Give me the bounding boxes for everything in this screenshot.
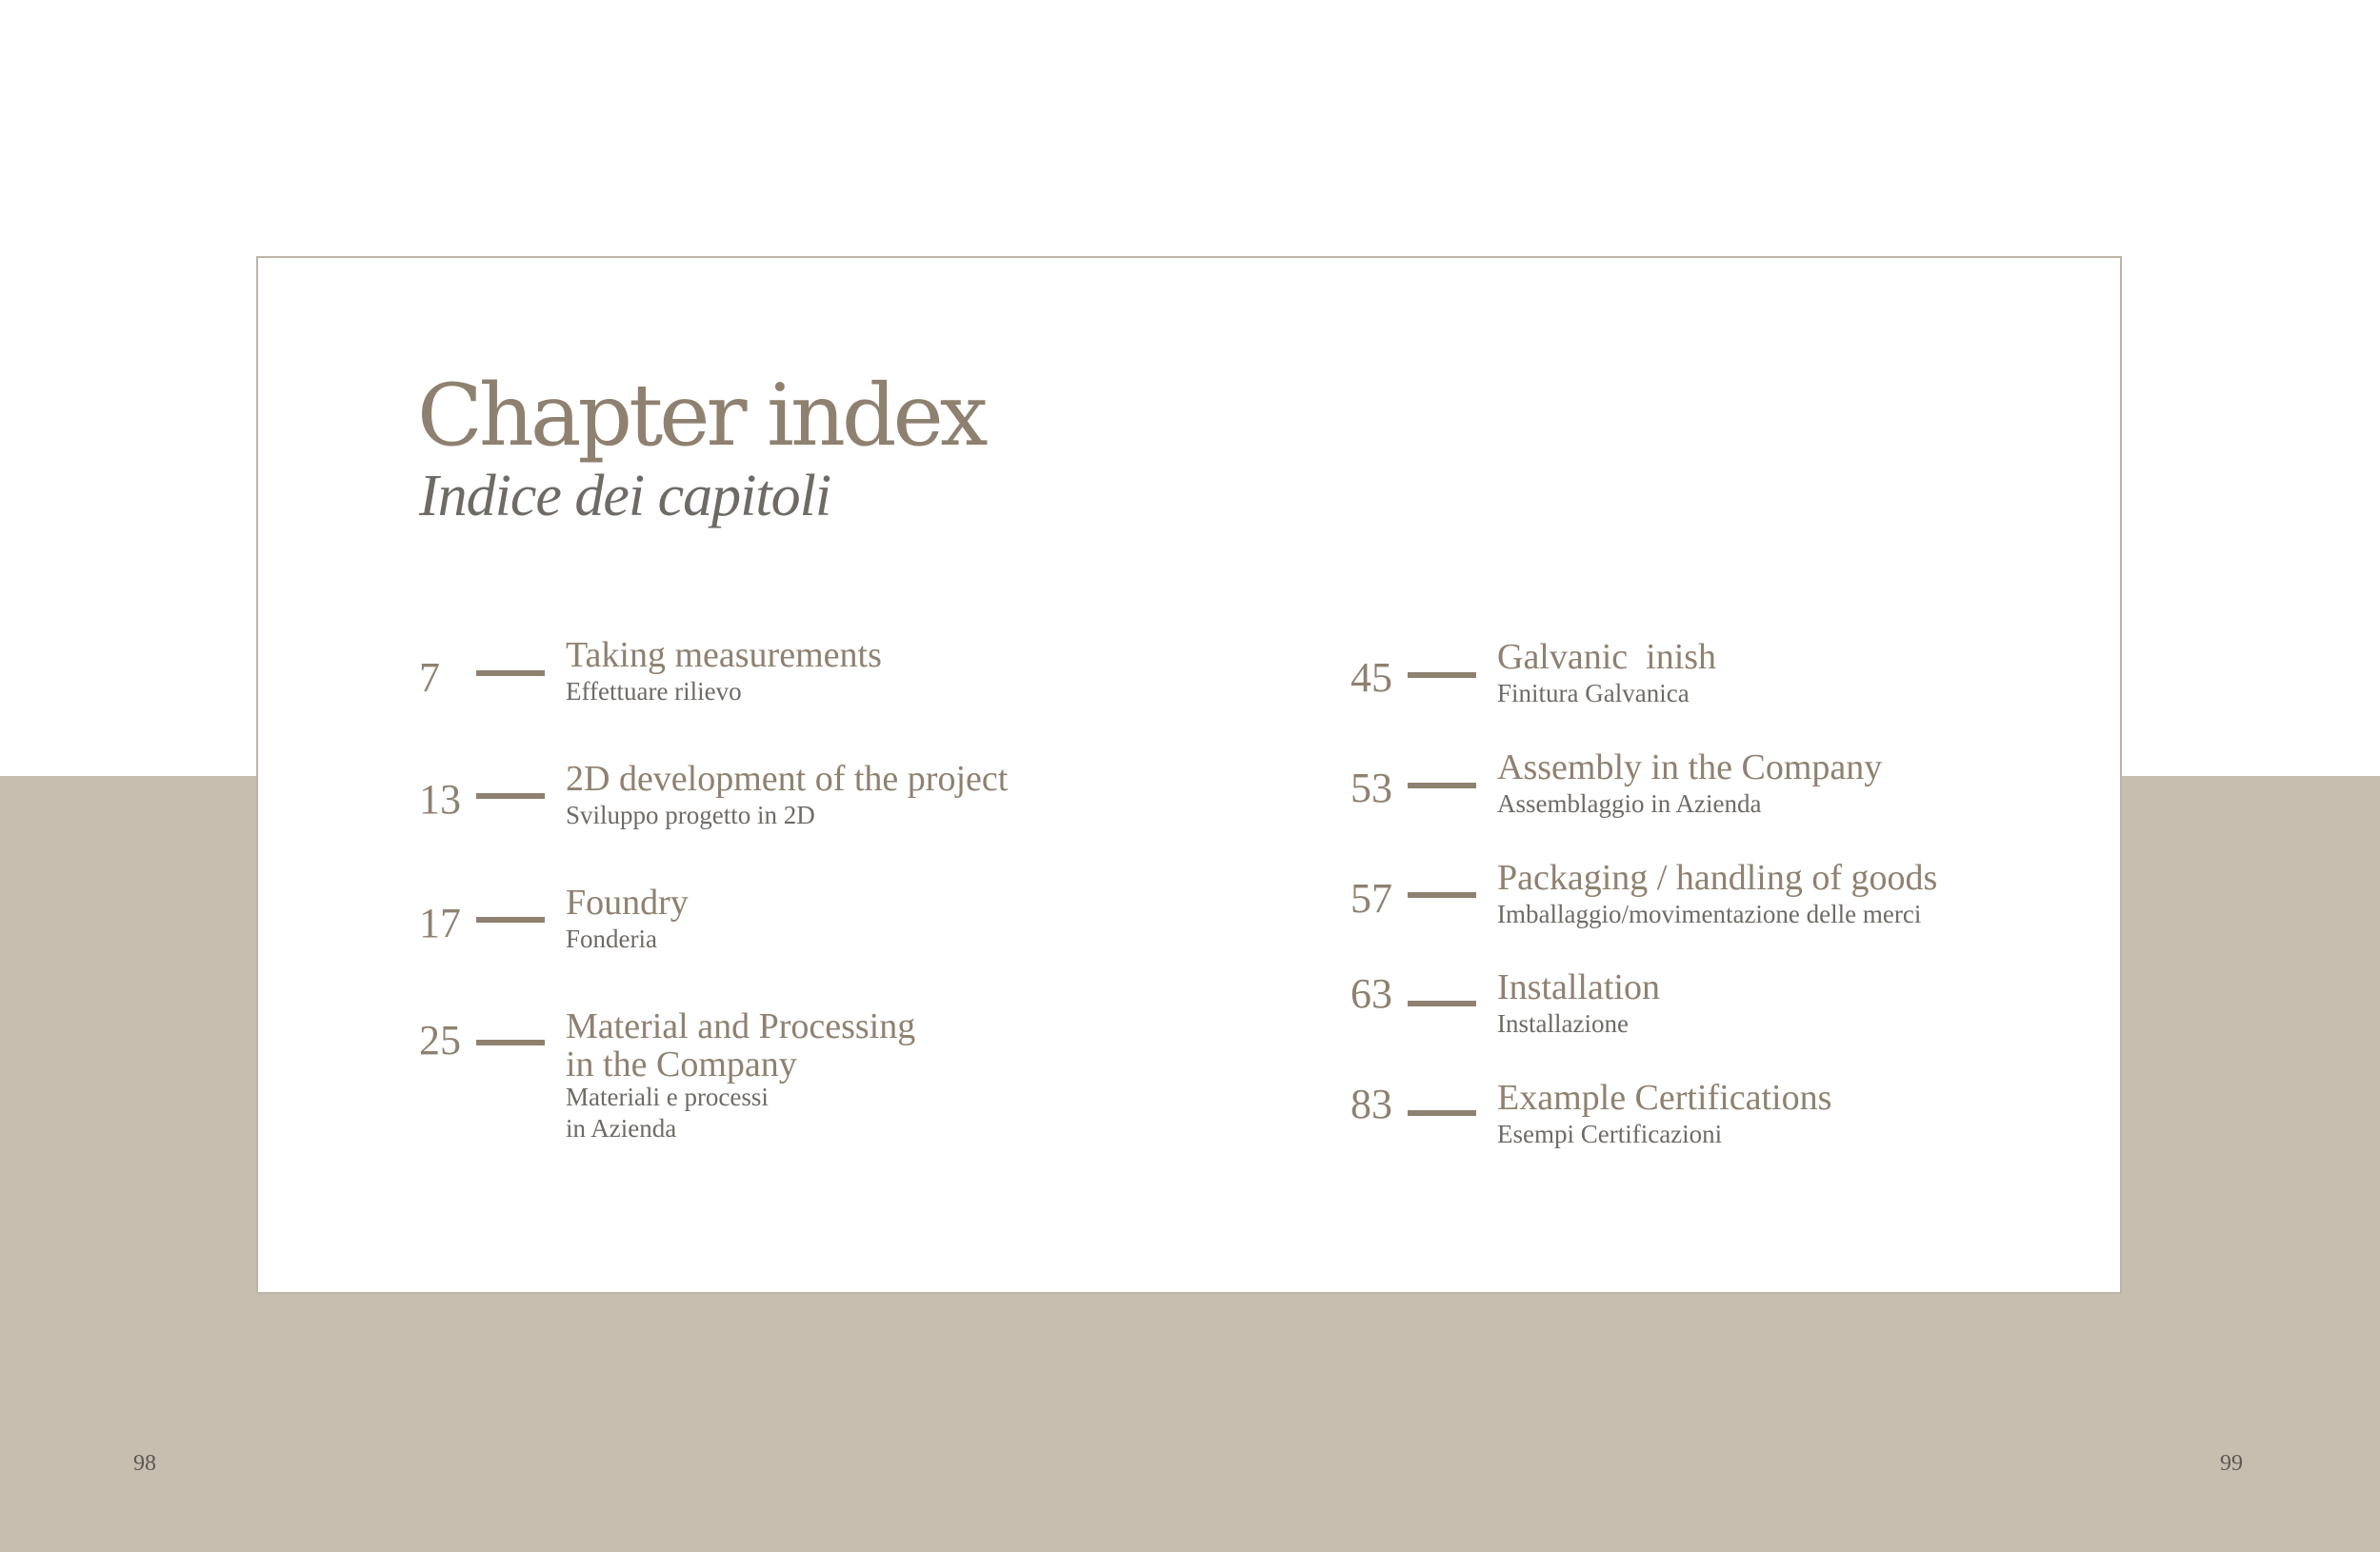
chapter-dash <box>476 1040 545 1045</box>
chapter-subtitle: Finitura Galvanica <box>1497 679 1690 707</box>
chapter-page-number: 83 <box>1350 1081 1392 1127</box>
chapter-page-number: 7 <box>419 654 440 701</box>
chapter-dash <box>1408 672 1476 678</box>
chapter-page-number: 17 <box>419 900 461 946</box>
chapter-subtitle: Installazione <box>1497 1009 1629 1038</box>
chapter-title: 2D development of the project <box>566 759 1009 799</box>
chapter-subtitle: Esempi Certificazioni <box>1497 1120 1723 1148</box>
chapter-dash <box>476 793 545 799</box>
chapter-entry[interactable] <box>419 884 1086 1017</box>
chapter-title: Material and Processing in the Company <box>566 1006 916 1084</box>
chapter-title: Foundry <box>566 883 689 923</box>
chapter-dash <box>1408 1110 1476 1116</box>
chapter-title: Example Certifications <box>1497 1078 1832 1118</box>
chapter-subtitle: Sviluppo progetto in 2D <box>566 801 815 829</box>
chapter-subtitle: Materiali e processi in Azienda <box>566 1083 769 1143</box>
chapter-page-number: 53 <box>1350 765 1392 811</box>
chapter-subtitle: Fonderia <box>566 925 657 953</box>
chapter-entry[interactable] <box>419 636 1086 769</box>
chapter-subtitle: Assemblaggio in Azienda <box>1497 789 1762 818</box>
page-subtitle: Indice dei capitoli <box>419 464 831 528</box>
chapter-page-number: 57 <box>1350 875 1392 922</box>
chapter-dash <box>1408 892 1476 898</box>
chapter-page-number: 63 <box>1350 970 1392 1017</box>
chapter-entry[interactable] <box>419 1007 1086 1150</box>
chapter-title: Installation <box>1497 967 1660 1007</box>
chapter-page-number: 45 <box>1350 654 1392 701</box>
chapter-page-number: 13 <box>419 776 461 823</box>
chapter-dash <box>476 670 545 676</box>
chapter-title: Taking measurements <box>566 635 882 675</box>
chapter-title: Packaging / handling of goods <box>1497 858 1938 898</box>
page-number-left: 98 <box>133 1451 156 1476</box>
page-number-right: 99 <box>2220 1451 2243 1476</box>
chapter-dash <box>476 917 545 923</box>
chapter-dash <box>1408 1001 1476 1006</box>
chapter-subtitle: Imballaggio/movimentazione delle merci <box>1497 900 1922 928</box>
chapter-dash <box>1408 783 1476 788</box>
chapter-entry[interactable] <box>1350 1079 2093 1212</box>
page-title: Chapter index <box>417 366 985 466</box>
chapter-entry[interactable] <box>419 760 1086 893</box>
chapter-title: Galvanic inish <box>1497 637 1717 677</box>
chapter-page-number: 25 <box>419 1017 461 1064</box>
chapter-title: Assembly in the Company <box>1497 747 1883 787</box>
chapter-subtitle: Effettuare rilievo <box>566 677 742 706</box>
